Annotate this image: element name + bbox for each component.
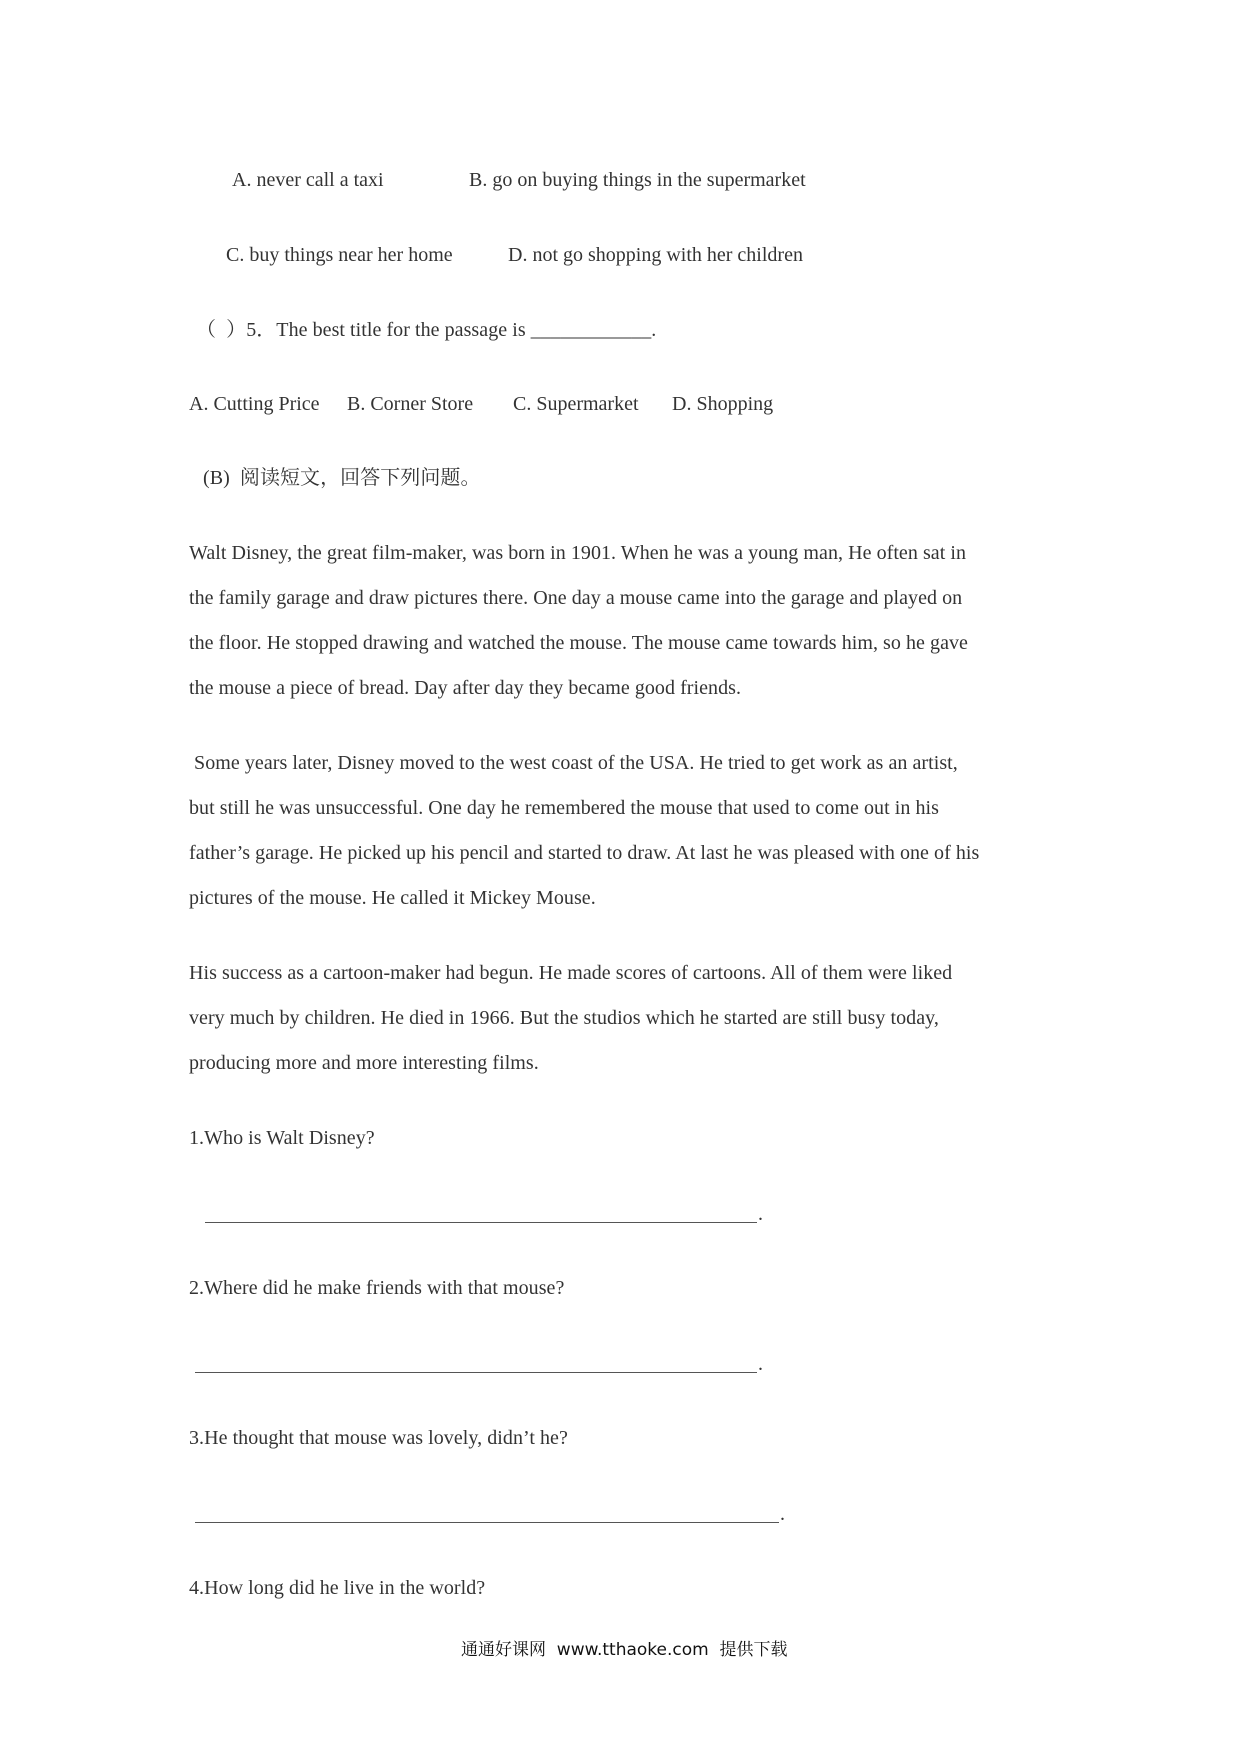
q5-option-b: B. Corner Store bbox=[347, 393, 474, 415]
q5-option-a: A. Cutting Price bbox=[189, 393, 320, 415]
q4-option-a: A. never call a taxi bbox=[232, 169, 384, 191]
paragraph-line: Walt Disney, the great film-maker, was born in 1901. When he was a young man, He often sat in bbox=[189, 542, 967, 564]
question-3: 3.He thought that mouse was lovely, didn’t he? bbox=[189, 1427, 568, 1449]
paragraph-line: producing more and more interesting films. bbox=[189, 1052, 539, 1074]
section-b-heading: (B) 阅读短文，回答下列问题。 bbox=[203, 467, 481, 489]
q4-option-d: D. not go shopping with her children bbox=[508, 244, 803, 266]
paragraph-line: the mouse a piece of bread. Day after day they became good friends. bbox=[189, 677, 742, 699]
question-2: 2.Where did he make friends with that mouse? bbox=[189, 1277, 565, 1299]
q4-option-b: B. go on buying things in the supermarket bbox=[469, 169, 806, 191]
answer-line-1[interactable] bbox=[205, 1222, 757, 1223]
paragraph-line: the floor. He stopped drawing and watched the mouse. The mouse came towards him, so he gave bbox=[189, 632, 968, 654]
answer-period: . bbox=[758, 1353, 763, 1375]
answer-period: . bbox=[758, 1203, 763, 1225]
page-footer: 通通好课网 www.tthaoke.com 提供下载 bbox=[461, 1640, 788, 1660]
paragraph-line: His success as a cartoon-maker had begun. He made scores of cartoons. All of them were liked bbox=[189, 962, 953, 984]
paragraph-line: the family garage and draw pictures there. One day a mouse came into the garage and played on bbox=[189, 587, 963, 609]
answer-period: . bbox=[780, 1503, 785, 1525]
question-4: 4.How long did he live in the world? bbox=[189, 1577, 486, 1599]
q4-option-c: C. buy things near her home bbox=[226, 244, 453, 266]
paragraph-line: but still he was unsuccessful. One day he remembered the mouse that used to come out in his bbox=[189, 797, 939, 819]
paragraph-line: very much by children. He died in 1966. But the studios which he started are still busy today, bbox=[189, 1007, 939, 1029]
paragraph-line: father’s garage. He picked up his pencil and started to draw. At last he was pleased with one of his bbox=[189, 842, 980, 864]
q5-option-d: D. Shopping bbox=[672, 393, 774, 415]
paragraph-line: Some years later, Disney moved to the west coast of the USA. He tried to get work as an artist, bbox=[189, 752, 958, 774]
answer-line-2[interactable] bbox=[195, 1372, 757, 1373]
q5-stem: （ ）5．The best title for the passage is ____________. bbox=[196, 319, 657, 341]
answer-line-3[interactable] bbox=[195, 1522, 779, 1523]
paragraph-line: pictures of the mouse. He called it Mickey Mouse. bbox=[189, 887, 596, 909]
q5-option-c: C. Supermarket bbox=[513, 393, 639, 415]
question-1: 1.Who is Walt Disney? bbox=[189, 1127, 375, 1149]
